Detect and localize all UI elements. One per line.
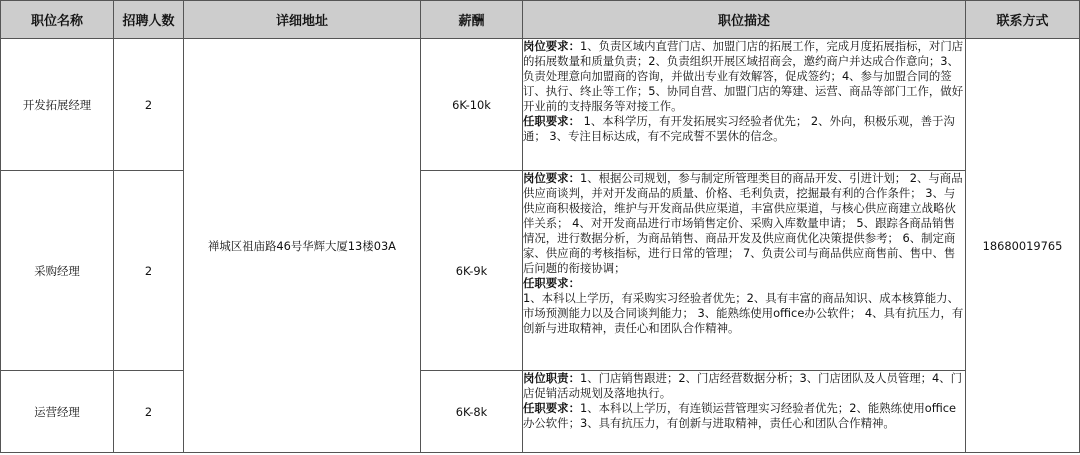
- salary-cell: 6K-9k: [421, 171, 523, 371]
- count-cell: 2: [114, 371, 184, 453]
- position-cell: 运营经理: [1, 371, 114, 453]
- qualification-text: 1、本科以上学历，有连锁运营管理实习经验者优先；2、能熟练使用office办公软件；3、具有抗压力，有创新与进取精神，责任心和团队合作精神。: [523, 401, 957, 430]
- qualification-label: 任职要求：: [523, 401, 580, 415]
- count-cell: 2: [114, 39, 184, 171]
- table-row: [1, 39, 1080, 171]
- qualification-text: 1、本科学历，有开发拓展实习经验者优先； 2、外向，积极乐观，善于沟通； 3、专注目标达成，有不完成誓不罢休的信念。: [523, 114, 955, 143]
- header-contact: 联系方式: [966, 1, 1080, 39]
- description-cell: [523, 371, 966, 453]
- contact-cell: 18680019765: [966, 39, 1080, 453]
- qualification-block: [523, 401, 965, 431]
- qualification-label: 任职要求：: [523, 276, 580, 290]
- requirement-label: 岗位职责：: [523, 371, 580, 385]
- salary-cell: 6K-10k: [421, 39, 523, 171]
- position-cell: 采购经理: [1, 171, 114, 371]
- description-cell: [523, 171, 966, 371]
- requirement-text: 1、负责区域内直营门店、加盟门店的拓展工作，完成月度拓展指标，对门店的拓展数量和质量负责；2、负责组织开展区域招商会，邀约商户并达成合作意向；3、负责处理意向加盟商的咨询，并做出专业有效解答，促成签约；4、参与加盟合同的签订、执行、终止等工作；5、协同自营、加盟门店的筹建、运营、商品等部门工作，做好开业前的支持服务等对接工作。: [523, 39, 964, 113]
- requirement-label: 岗位要求：: [523, 171, 580, 185]
- qualification-block: [523, 114, 965, 144]
- requirement-block: [523, 39, 963, 113]
- header-address: 详细地址: [184, 1, 421, 39]
- requirement-text: 1、根据公司规划，参与制定所管理类目的商品开发、引进计划； 2、与商品供应商谈判，并对开发商品的质量、价格、毛利负责，挖掘最有利的合作条件； 3、与供应商积极接洽，维护与开发商品供应渠道，丰富供应渠道，与核心供应商建立战略伙伴关系； 4、对开发商品进行市场销售定价、采购入库数量申请； 5、跟踪各商品销售情况，进行数据分析，为商品销售、商品开发及供应商优化决策提供参考； 6、制定商家、供应商的考核指标，进行日常的管理； 7、负责公司与商品供应商售前、售中、售后问题的衔接协调；: [523, 171, 963, 275]
- header-row: [1, 1, 1080, 39]
- requirement-block: [523, 371, 962, 400]
- table-row: [1, 371, 1080, 453]
- header-salary: 薪酬: [421, 1, 523, 39]
- qualification-text: 1、本科以上学历，有采购实习经验者优先；2、具有丰富的商品知识、成本核算能力、市场预测能力以及合同谈判能力； 3、能熟练使用office办公软件； 4、具有抗压力，有创新与进取精神，责任心和团队合作精神。: [523, 291, 964, 335]
- description-cell: [523, 39, 966, 171]
- salary-cell: 6K-8k: [421, 371, 523, 453]
- table-row: [1, 171, 1080, 371]
- header-count: 招聘人数: [114, 1, 184, 39]
- header-position: 职位名称: [1, 1, 114, 39]
- address-cell: 禅城区祖庙路46号华辉大厦13楼03A: [184, 39, 421, 453]
- requirement-block: [523, 171, 963, 275]
- count-cell: 2: [114, 171, 184, 371]
- position-cell: 开发拓展经理: [1, 39, 114, 171]
- requirement-text: 1、门店销售跟进；2、门店经营数据分析；3、门店团队及人员管理；4、门店促销活动规划及落地执行。: [523, 371, 963, 400]
- requirement-label: 岗位要求：: [523, 39, 580, 53]
- header-description: 职位描述: [523, 1, 966, 39]
- qualification-label: 任职要求：: [523, 114, 580, 128]
